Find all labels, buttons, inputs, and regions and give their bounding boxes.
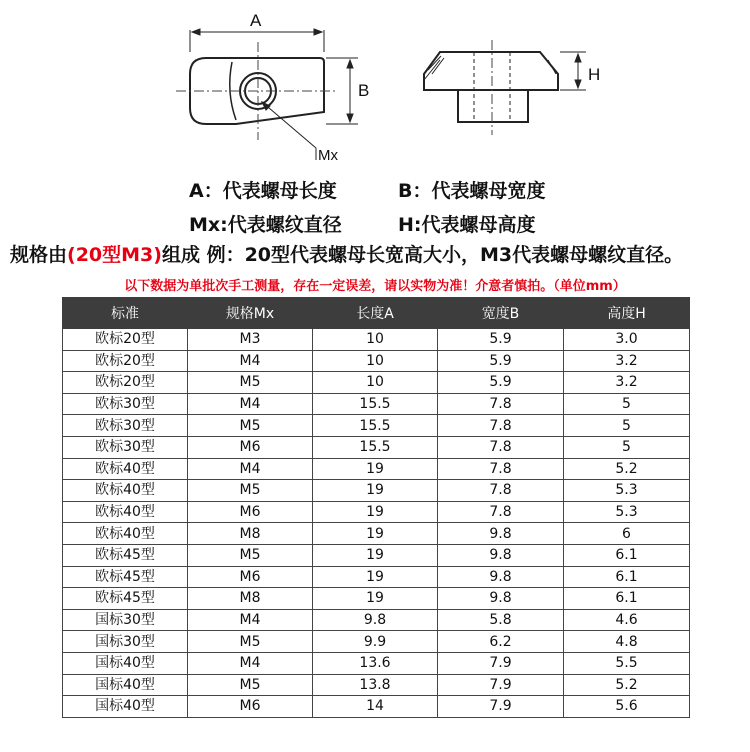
table-cell: M4 — [188, 350, 313, 372]
table-cell: M6 — [188, 566, 313, 588]
column-header: 标准 — [63, 298, 188, 329]
table-cell: 5 — [564, 393, 690, 415]
table-cell: 6.1 — [564, 544, 690, 566]
table-cell: M6 — [188, 501, 313, 523]
legend-row-1 — [0, 176, 750, 202]
column-header: 长度A — [313, 298, 438, 329]
table-header-row — [63, 298, 690, 329]
table-row — [63, 480, 690, 502]
table-cell: 19 — [313, 544, 438, 566]
table-cell: 5.6 — [564, 696, 690, 718]
table-cell: 5.9 — [438, 372, 564, 394]
table-row — [63, 566, 690, 588]
table-cell: 欧标20型 — [63, 350, 188, 372]
table-cell: 7.8 — [438, 393, 564, 415]
table-cell: M4 — [188, 609, 313, 631]
table-cell: 7.9 — [438, 696, 564, 718]
spec-prefix: 规格由 — [10, 244, 68, 266]
dimension-b-label: B — [358, 81, 370, 100]
table-cell: 6.2 — [438, 631, 564, 653]
table-cell: 15.5 — [313, 436, 438, 458]
table-cell: M5 — [188, 631, 313, 653]
table-cell: 19 — [313, 588, 438, 610]
table-cell: 10 — [313, 329, 438, 351]
table-cell: M4 — [188, 652, 313, 674]
legend-mx: Mx:代表螺纹直径 — [189, 214, 342, 236]
table-cell: 5.5 — [564, 652, 690, 674]
table-cell: 欧标40型 — [63, 501, 188, 523]
table-cell: M5 — [188, 372, 313, 394]
spec-table — [62, 297, 690, 718]
table-cell: 5.3 — [564, 480, 690, 502]
table-cell: 13.8 — [313, 674, 438, 696]
table-cell: M5 — [188, 544, 313, 566]
table-cell: 15.5 — [313, 393, 438, 415]
table-cell: 欧标30型 — [63, 415, 188, 437]
nut-side-view — [424, 52, 558, 122]
table-cell: 4.8 — [564, 631, 690, 653]
table-cell: 15.5 — [313, 415, 438, 437]
column-header: 高度H — [564, 298, 690, 329]
table-cell: 欧标30型 — [63, 436, 188, 458]
table-row — [63, 609, 690, 631]
table-cell: 6.1 — [564, 566, 690, 588]
legend-h: H:代表螺母高度 — [398, 214, 536, 236]
table-cell: 5.9 — [438, 350, 564, 372]
table-cell: 10 — [313, 372, 438, 394]
table-cell: M5 — [188, 480, 313, 502]
table-row — [63, 544, 690, 566]
dimension-a-label: A — [250, 11, 262, 30]
table-cell: 欧标40型 — [63, 523, 188, 545]
table-cell: M5 — [188, 415, 313, 437]
spec-highlight: (20型M3) — [67, 244, 162, 266]
table-cell: 6.1 — [564, 588, 690, 610]
table-cell: 国标40型 — [63, 674, 188, 696]
table-cell: 欧标40型 — [63, 480, 188, 502]
table-cell: 9.9 — [313, 631, 438, 653]
table-cell: 7.9 — [438, 674, 564, 696]
table-cell: 3.2 — [564, 350, 690, 372]
table-cell: 7.8 — [438, 436, 564, 458]
table-row — [63, 350, 690, 372]
table-row — [63, 436, 690, 458]
table-row — [63, 696, 690, 718]
table-cell: 10 — [313, 350, 438, 372]
table-row — [63, 523, 690, 545]
table-cell: 国标40型 — [63, 696, 188, 718]
table-cell: 欧标30型 — [63, 393, 188, 415]
table-row — [63, 674, 690, 696]
column-header: 宽度B — [438, 298, 564, 329]
nut-drawing — [0, 0, 750, 170]
table-cell: 欧标40型 — [63, 458, 188, 480]
legend-row-2 — [0, 210, 750, 236]
table-cell: 5.9 — [438, 329, 564, 351]
table-cell: 欧标45型 — [63, 588, 188, 610]
table-cell: 9.8 — [438, 588, 564, 610]
spec-description — [10, 240, 683, 267]
table-cell: 欧标20型 — [63, 329, 188, 351]
table-cell: M6 — [188, 696, 313, 718]
table-cell: 19 — [313, 523, 438, 545]
table-cell: 5.8 — [438, 609, 564, 631]
table-cell: 欧标45型 — [63, 566, 188, 588]
measurement-note: 以下数据为单批次手工测量，存在一定误差，请以实物为准！介意者慎拍。（单位mm） — [124, 279, 626, 294]
table-cell: 7.8 — [438, 415, 564, 437]
table-cell: M3 — [188, 329, 313, 351]
table-cell: 19 — [313, 480, 438, 502]
table-row — [63, 652, 690, 674]
dimension-mx-label: Mx — [318, 147, 338, 164]
table-row — [63, 415, 690, 437]
table-cell: 欧标45型 — [63, 544, 188, 566]
table-cell: 9.8 — [438, 544, 564, 566]
dimension-h-label: H — [588, 65, 601, 84]
table-cell: 5 — [564, 436, 690, 458]
table-row — [63, 501, 690, 523]
table-cell: 3.0 — [564, 329, 690, 351]
table-cell: 国标30型 — [63, 609, 188, 631]
table-cell: M4 — [188, 393, 313, 415]
table-row — [63, 631, 690, 653]
table-cell: 国标30型 — [63, 631, 188, 653]
spec-suffix: 组成 例：20型代表螺母长宽高大小，M3代表螺母螺纹直径。 — [161, 244, 684, 266]
table-cell: M6 — [188, 436, 313, 458]
table-cell: 欧标20型 — [63, 372, 188, 394]
legend-b: B：代表螺母宽度 — [398, 180, 546, 202]
table-cell: 7.9 — [438, 652, 564, 674]
table-cell: 3.2 — [564, 372, 690, 394]
table-cell: 9.8 — [313, 609, 438, 631]
table-cell: 14 — [313, 696, 438, 718]
table-cell: 5.3 — [564, 501, 690, 523]
column-header: 规格Mx — [188, 298, 313, 329]
table-row — [63, 372, 690, 394]
table-cell: 19 — [313, 566, 438, 588]
table-row — [63, 588, 690, 610]
table-cell: 19 — [313, 501, 438, 523]
table-cell: M8 — [188, 588, 313, 610]
table-cell: 13.6 — [313, 652, 438, 674]
table-row — [63, 393, 690, 415]
legend-a: A：代表螺母长度 — [189, 180, 337, 202]
table-cell: 7.8 — [438, 458, 564, 480]
table-cell: 5.2 — [564, 458, 690, 480]
table-cell: 19 — [313, 458, 438, 480]
table-cell: 9.8 — [438, 566, 564, 588]
table-cell: 5.2 — [564, 674, 690, 696]
table-cell: 5 — [564, 415, 690, 437]
table-cell: 7.8 — [438, 480, 564, 502]
table-cell: M4 — [188, 458, 313, 480]
table-cell: 9.8 — [438, 523, 564, 545]
table-cell: 6 — [564, 523, 690, 545]
table-cell: 国标40型 — [63, 652, 188, 674]
table-cell: 7.8 — [438, 501, 564, 523]
table-cell: M8 — [188, 523, 313, 545]
table-cell: 4.6 — [564, 609, 690, 631]
table-cell: M5 — [188, 674, 313, 696]
table-row — [63, 458, 690, 480]
table-row — [63, 329, 690, 351]
